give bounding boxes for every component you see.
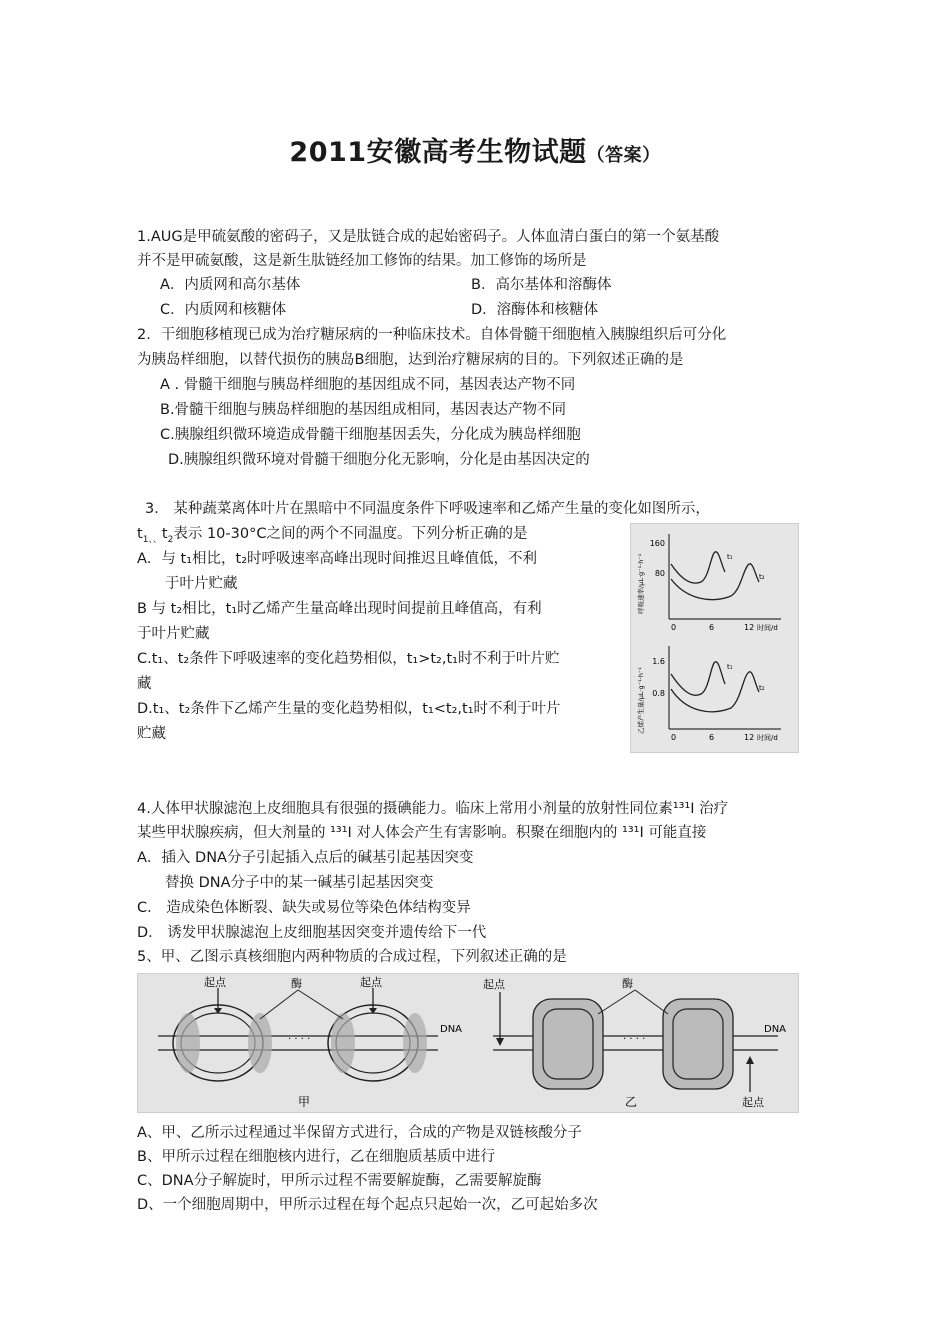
bottom-xtick-12: 12 (744, 733, 755, 742)
q4-option-b: 替换 DNA分子中的某一碱基引起基因突变 (165, 875, 434, 891)
top-xtick-12: 12 (744, 623, 755, 632)
q5-figure (137, 973, 799, 1113)
top-tick-0: 160 (649, 539, 665, 548)
q5-figure-svg (138, 974, 798, 1112)
bottom-series-t1 (671, 662, 725, 695)
panel-jia-label: 甲 (298, 1095, 311, 1109)
yi-dna-label: DNA (764, 1024, 787, 1035)
top-ylabel: 呼吸速率/μL·g⁻¹·h⁻¹ (637, 553, 645, 614)
q3-option-c-line1: C.t₁、t₂条件下呼吸速率的变化趋势相似，t₁>t₂,t₁时不利于叶片贮 (137, 651, 560, 667)
bottom-series-t2 (671, 672, 759, 712)
q2-stem-line1: 2．干细胞移植现已成为治疗糖尿病的一种临床技术。自体骨髓干细胞植入胰腺组织后可分化 (137, 327, 727, 343)
bottom-label-t2: t₂ (759, 684, 765, 692)
q3-stem-line1: 3． 某种蔬菜离体叶片在黑暗中不同温度条件下呼吸速率和乙烯产生量的变化如图所示， (145, 501, 710, 517)
q2-option-b: B.骨髓干细胞与胰岛样细胞的基因组成相同，基因表达产物不同 (160, 402, 567, 418)
jia-enzyme-label: 酶 (291, 977, 302, 990)
q2-option-d: D.胰腺组织微环境对骨髓干细胞分化无影响，分化是由基因决定的 (168, 452, 590, 468)
q3-t2-subscript: 2 (167, 534, 174, 545)
q3-t1-symbol: t (137, 526, 143, 542)
svg-text:· · · ·: · · · · (623, 1034, 646, 1045)
q1-option-b: B．高尔基体和溶酶体 (471, 277, 612, 293)
q3-option-a-line1: A．与 t₁相比，t₂时呼吸速率高峰出现时间推迟且峰值低，不利 (137, 551, 538, 567)
top-series-t1 (671, 552, 725, 583)
q3-option-d-line2: 贮藏 (137, 726, 166, 742)
top-series-t2 (671, 564, 759, 600)
q2-option-c: C.胰腺组织微环境造成骨髓干细胞基因丢失，分化成为胰岛样细胞 (160, 427, 581, 443)
q1-stem-line1: 1.AUG是甲硫氨酸的密码子，又是肽链合成的起始密码子。人体血清白蛋白的第一个氨基酸 (137, 229, 720, 245)
jia-start-label-1: 起点 (204, 976, 226, 989)
q3-option-b-line1: B 与 t₂相比，t₁时乙烯产生量高峰出现时间提前且峰值高，有利 (137, 601, 542, 617)
q4-stem-line2: 某些甲状腺疾病，但大剂量的 ¹³¹I 对人体会产生有害影响。积聚在细胞内的 ¹³¹I 可能直接 (137, 825, 707, 841)
q5-stem: 5、甲、乙图示真核细胞内两种物质的合成过程，下列叙述正确的是 (137, 949, 567, 965)
q3-option-b-line2: 于叶片贮藏 (137, 626, 210, 642)
yi-start-label-bottom: 起点 (742, 1096, 764, 1109)
q1-option-a: A．内质网和高尔基体 (160, 277, 301, 293)
q4-option-d: D． 诱发甲状腺滤泡上皮细胞基因突变并遗传给下一代 (137, 925, 487, 941)
q4-option-a: A．插入 DNA分子引起插入点后的碱基引起基因突变 (137, 850, 474, 866)
panel-jia (158, 988, 438, 1081)
q3-stem-rest: 表示 10-30°C之间的两个不同温度。下列分析正确的是 (173, 526, 528, 542)
jia-start-label-2: 起点 (360, 976, 382, 989)
q3-option-c-line2: 藏 (137, 676, 152, 692)
q4-stem-line1 (137, 799, 728, 819)
title-main: 2011安徽高考生物试题 (289, 137, 587, 168)
q3-option-a-line2: 于叶片贮藏 (165, 576, 238, 592)
q3-stem-line2 (137, 524, 527, 544)
bottom-ylabel: 乙烯产生量/μL·g⁻¹·h⁻¹ (637, 667, 645, 734)
q2-stem-line2: 为胰岛样细胞，以替代损伤的胰岛B细胞，达到治疗糖尿病的目的。下列叙述正确的是 (137, 352, 684, 368)
q3-figure-svg (631, 524, 798, 752)
bottom-label-t1: t₁ (727, 663, 733, 671)
q1-stem-line2: 并不是甲硫氨酸，这是新生肽链经加工修饰的结果。加工修饰的场所是 (137, 253, 587, 269)
q4-option-c: C． 造成染色体断裂、缺失或易位等染色体结构变异 (137, 900, 471, 916)
q3-option-d-line1: D.t₁、t₂条件下乙烯产生量的变化趋势相似，t₁<t₂,t₁时不利于叶片 (137, 701, 561, 717)
q5-option-d: D、一个细胞周期中，甲所示过程在每个起点只起始一次，乙可起始多次 (137, 1197, 598, 1213)
top-xtick-0: 0 (671, 623, 677, 632)
bottom-xlabel: 时间/d (757, 734, 778, 742)
q4-stem-line1-text: 4.人体甲状腺滤泡上皮细胞具有很强的摄碘能力。临床上常用小剂量的放射性同位素 (137, 801, 673, 817)
bottom-tick-0: 1.6 (652, 657, 665, 666)
yi-start-label-top: 起点 (483, 978, 505, 991)
q5-option-c: C、DNA分子解旋时，甲所示过程不需要解旋酶，乙需要解旋酶 (137, 1173, 542, 1189)
q1-option-d: D．溶酶体和核糖体 (471, 302, 599, 318)
q5-option-b: B、甲所示过程在细胞核内进行，乙在细胞质基质中进行 (137, 1149, 495, 1165)
top-label-t1: t₁ (727, 553, 733, 561)
jia-dna-label: DNA (440, 1024, 463, 1035)
q5-option-a: A、甲、乙所示过程通过半保留方式进行，合成的产物是双链核酸分子 (137, 1125, 582, 1141)
svg-text:· · · ·: · · · · (288, 1034, 311, 1045)
bottom-tick-1: 0.8 (652, 689, 665, 698)
title-sub: （答案） (586, 145, 661, 166)
top-label-t2: t₂ (759, 573, 765, 581)
q4-stem-line1-iodine: ¹³¹I 治疗 (672, 801, 729, 817)
q3-t2-symbol: t (161, 526, 168, 542)
panel-yi-label: 乙 (625, 1095, 638, 1109)
top-xtick-6: 6 (709, 623, 715, 632)
panel-yi (493, 990, 778, 1092)
top-xlabel: 时间/d (757, 624, 778, 632)
q3-figure (630, 523, 799, 753)
bottom-xtick-0: 0 (671, 733, 677, 742)
q3-t1-subscript: 1、、 (142, 534, 162, 545)
page-title (0, 130, 950, 169)
q2-option-a: A . 骨髓干细胞与胰岛样细胞的基因组成不同，基因表达产物不同 (160, 377, 576, 393)
yi-enzyme-label: 酶 (622, 977, 633, 990)
top-tick-1: 80 (654, 569, 665, 578)
bottom-xtick-6: 6 (709, 733, 715, 742)
q1-option-c: C．内质网和核糖体 (160, 302, 287, 318)
